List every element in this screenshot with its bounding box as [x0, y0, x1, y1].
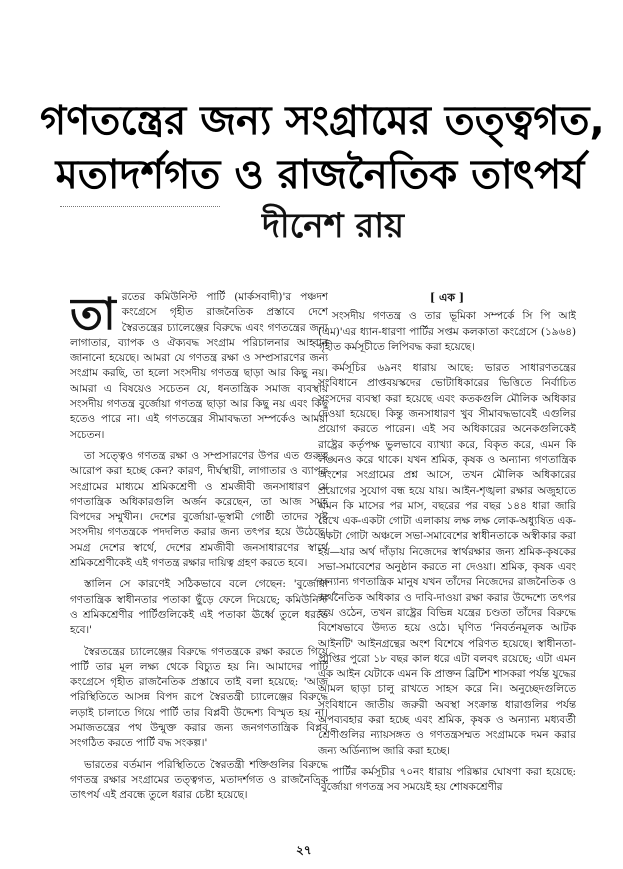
- paragraph-text: রতের কমিউনিস্ট পার্টি (মার্কসবাদী)'র পঞ্চদশ কংগ্রেসে গৃহীত রাজনৈতিক প্রস্তাবে দেশে স্বৈরতন্ত্রের চ্যালেঞ্জের বিরুদ্ধে এবং গণতন্ত্রের জন্য লাগাতার, ব্যাপক ও ঐক্যবদ্ধ সংগ্রাম পরিচালনার আহ্বান জানানো হয়েছে। আমরা যে গণতন্ত্র রক্ষা ও সম্প্রসারণের জন্য সংগ্রাম করছি, তা হলো সংসদীয় গণতন্ত্র ছাড়া আর কিছু নয়। আমরা এ বিষয়েও সচেতন যে, ধনতান্ত্রিক সমাজ ব্যবস্থায় সংসদীয় গণতন্ত্র বুর্জোয়া গণতন্ত্র ছাড়া আর কিছু নয় এবং কিছু হতেও পারে না। এই গণতন্ত্রের সীমাবদ্ধতা সম্পর্কেও আমরা সচেতন।: [70, 291, 328, 441]
- article-title-line-1: গণতন্ত্রের জন্য সংগ্রামের তত্ত্বগত,: [40, 98, 605, 144]
- body-paragraph: কর্মসূচির ৬৯নং ধারায় আছে: ভারত সাধারণতন্ত্রের সংবিধানে প্রাপ্তবয়স্কদের ভোটাধিকারের ভিত্তিতে নির্বাচিত সংসদের ব্যবস্থা করা হয়েছে এবং কতকগুলি মৌলিক অধিকার দেওয়া হয়েছে। কিন্তু জনসাধারণ খুব সীমাবদ্ধভাবেই এগুলির প্রয়োগ করতে পারেন। এই সব অধিকারের অনেকগুলিকেই রাষ্ট্রের কর্তৃপক্ষ ভুলভাবে ব্যাখ্যা করে, বিকৃত করে, এমন কি লঙ্ঘনও করে থাকে। যখন শ্রমিক, কৃষক ও অন্যান্য গণতান্ত্রিক অংশের সংগ্রামের প্রশ্ন আসে, তখন মৌলিক অধিকারের প্রয়োগের সুযোগ বন্ধ হয়ে যায়। আইন-শৃঙ্খলা রক্ষার অজুহাতে এমন কি মাসের পর মাস, বছরের পর বছর ১৪৪ ধারা জারি রেখে এক-একটা গোটা এলাকায় লক্ষ লক্ষ লোক-অধ্যুষিত এক-একটা গোটা অঞ্চলে সভা-সমাবেশের স্বাধীনতাকে অস্বীকার করা হয়—যার অর্থ দাঁড়ায় নিজেদের স্বার্থরক্ষার জন্য শ্রমিক-কৃষকের সভা-সমাবেশের অনুষ্ঠান করতে না দেওয়া। শ্রমিক, কৃষক এবং অন্যান্য গণতান্ত্রিক মানুষ যখন তাঁদের নিজেদের রাজনৈতিক ও অর্থনৈতিক অধিকার ও দাবি-দাওয়া রক্ষা করার উদ্দেশ্যে তৎপর হয়ে ওঠেন, তখন রাষ্ট্রের বিভিন্ন যন্ত্রের চণ্ডতা তাঁদের বিরুদ্ধে বিশেষভাবে উদ্যত হয়ে ওঠে। ঘৃণিত 'নিবর্তনমূলক আটক আইনটি' আইনগ্রন্থের অংশ বিশেষে পরিণত হয়েছে। স্বাধীনতা-প্রাপ্তির পুরো ১৮ বছর কাল ধরে এটা বলবৎ রয়েছে; এটা এমন এক আইন যেটাকে এমন কি প্রাক্তন ব্রিটিশ শাসকরা পর্যন্ত যুদ্ধের আমল ছাড়া চালু রাখতে সাহস করে নি। অনুচ্ছেদগুলিতে সংবিধানে জাতীয় জরুরী অবস্থা সংক্রান্ত ধারাগুলির পর্যন্ত অপব্যবহার করা হচ্ছে এবং শ্রমিক, কৃষক ও অন্যান্য মধ্যবর্তী শ্রেণীগুলির ন্যায়সঙ্গত ও গণতন্ত্রসম্মত সংগ্রামকে দমন করার জন্য অর্ডিন্যান্স জারি করা হচ্ছে।: [318, 362, 576, 757]
- body-paragraph: তা সত্ত্বেও গণতন্ত্র রক্ষা ও সম্প্রসারণের উপর এত গুরুত্ব আরোপ করা হচ্ছে কেন? কারণ, দীর্ঘস্থায়ী, লাগাতার ও ব্যাপক সংগ্রামের মাধ্যমে শ্রমিকশ্রেণী ও শ্রমজীবী জনসাধারণ যে গণতান্ত্রিক অধিকারগুলি অর্জন করেছেন, তা আজ সমূহ বিপদের সম্মুখীন। দেশের বুর্জোয়া-ভূস্বামী গোষ্ঠী তাদের সৃষ্ট সংসদীয় গণতন্ত্রকে পদদলিত করার জন্য তৎপর হয়ে উঠেছে। সমগ্র দেশের স্বার্থে, দেশের শ্রমজীবী জনসাধারণের স্বার্থে শ্রমিকশ্রেণীকেই এই গণতন্ত্র রক্ষার দায়িত্ব গ্রহণ করতে হবে।: [70, 449, 328, 570]
- body-paragraph: স্তালিন সে কারণেই সঠিকভাবে বলে গেছেন: 'বুর্জোয়া গণতান্ত্রিক স্বাধীনতার পতাকা ছুঁড়ে ফেলে দিয়েছে; কমিউনিস্ট ও শ্রমিকশ্রেণীর পার্টিগুলিকেই এই পতাকা ঊর্ধ্বে তুলে ধরতে হবে।': [70, 578, 328, 637]
- article-title-line-2: মতাদর্শগত ও রাজনৈতিক তাৎপর্য: [55, 152, 585, 198]
- decorative-rule: [60, 206, 220, 207]
- body-paragraph: [70, 290, 328, 443]
- body-paragraph: স্বৈরতন্ত্রের চ্যালেঞ্জের বিরুদ্ধে গণতন্ত্রকে রক্ষা করতে গিয়ে পার্টি তার মূল লক্ষ্য থেকে বিচ্যুত হয় নি। আমাদের পার্টি কংগ্রেসে গৃহীত রাজনৈতিক প্রস্তাবে তাই বলা হয়েছে: 'আজ পরিস্থিতিতে আসন্ন বিপদ রূপে স্বৈরতন্ত্রী চ্যালেঞ্জের বিরুদ্ধে লড়াই চালাতে গিয়ে পার্টি তার বিপ্লবী উদ্দেশ্য বিস্মৃত হয় না। সমাজতন্ত্রের পথ উন্মুক্ত করার জন্য জনগণতান্ত্রিক বিপ্লব সংগঠিত করতে পার্টি বদ্ধ সংকল্প।': [70, 645, 328, 750]
- author-name: দীনেশ রায়: [262, 206, 405, 246]
- right-column: [318, 290, 576, 830]
- body-paragraph: ভারতের বর্তমান পরিস্থিতিতে স্বৈরতন্ত্রী শক্তিগুলির বিরুদ্ধে গণতন্ত্র রক্ষার সংগ্রামের তত্ত্বগত, মতাদর্শগত ও রাজনৈতিক তাৎপর্য এই প্রবন্ধে তুলে ধরার চেষ্টা হয়েছে।: [70, 758, 328, 802]
- drop-cap: তা: [70, 290, 116, 340]
- section-heading: [ এক ]: [429, 291, 465, 304]
- page-number: ২৭: [296, 843, 312, 857]
- body-paragraph: পার্টির কর্মসূচীর ৭০নং ধারায় পরিষ্কার ঘোষণা করা হয়েছে: 'বুর্জোয়া গণতন্ত্র সব সময়েই হয় শোষকশ্রেণীর: [318, 765, 576, 794]
- left-column: [70, 290, 328, 846]
- body-paragraph: সংসদীয় গণতন্ত্র ও তার ভূমিকা সম্পর্কে সি পি আই (এম)'এর ধ্যান-ধারণা পার্টির সপ্তম কলকাতা কংগ্রেসে (১৯৬৪) গৃহীত কর্মসূচীতে লিপিবদ্ধ করা হয়েছে।: [318, 310, 576, 353]
